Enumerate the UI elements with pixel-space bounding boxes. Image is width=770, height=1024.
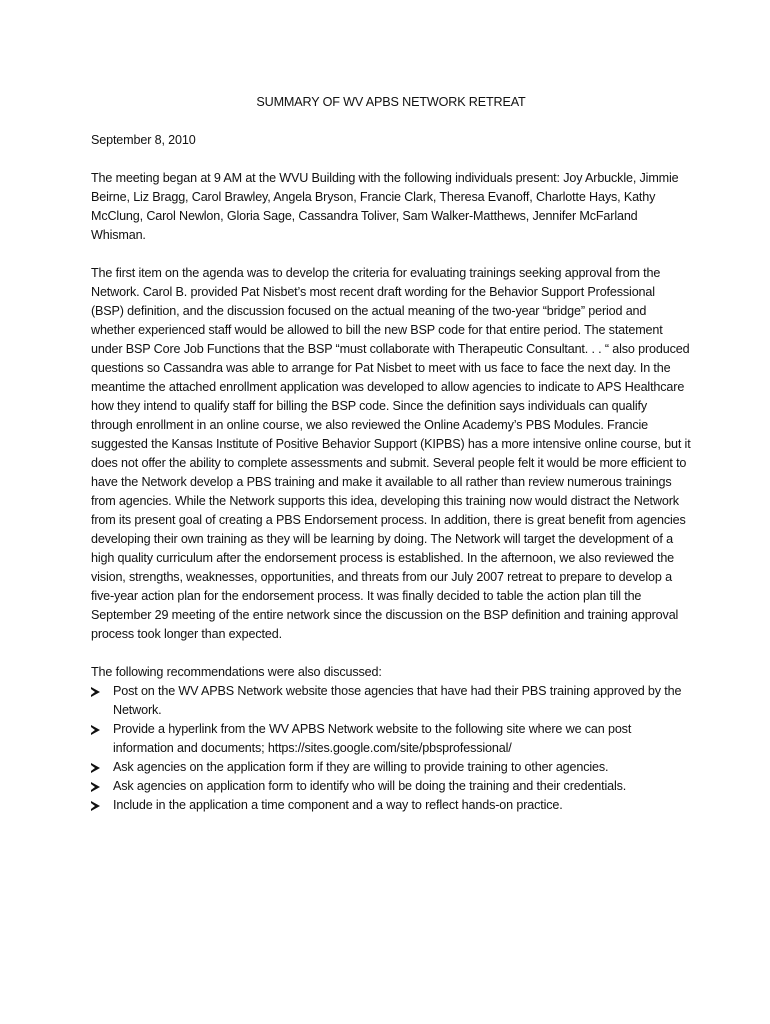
recommendation-text: Ask agencies on the application form if they are willing to provide training to other agencies. (113, 760, 609, 774)
recommendation-text: Include in the application a time component and a way to reflect hands-on practice. (113, 798, 563, 812)
meeting-date: September 8, 2010 (91, 133, 196, 147)
recommendation-text: Ask agencies on application form to identify who will be doing the training and their credentials. (113, 779, 627, 793)
arrow-bullet-icon (91, 801, 100, 811)
document-title: SUMMARY OF WV APBS NETWORK RETREAT (256, 95, 526, 109)
attendance-paragraph: The meeting began at 9 AM at the WVU Building with the following individuals present: Joy Arbuckle, Jimmie Beirne, Liz Bragg, Carol Brawley, Angela Bryson, Francie Clark, Theresa Evanoff, Charlotte Hays, Kathy McClung, Carol Newlon, Gloria Sage, Cassandra Toliver, Sam Walker-Matthews, Jennifer McFarland Whisman. (91, 171, 679, 242)
list-item (91, 720, 691, 758)
list-item (91, 796, 691, 815)
recommendations-list (91, 682, 691, 815)
arrow-bullet-icon (91, 725, 100, 735)
main-paragraph: The first item on the agenda was to develop the criteria for evaluating trainings seeking approval from the Network. Carol B. provided Pat Nisbet’s most recent draft wording for the Behavior Support Professional (BSP) definition, and the discussion focused on the actual meaning of the two-year “bridge” period and whether experienced staff would be allowed to bill the new BSP code for that entire period. The statement under BSP Core Job Functions that the BSP “must collaborate with Therapeutic Consultant. . . “ also produced questions so Cassandra was able to arrange for Pat Nisbet to meet with us face to face the next day. In the meantime the attached enrollment application was developed to allow agencies to indicate to APS Healthcare how they intend to qualify staff for billing the BSP code. Since the definition says individuals can qualify through enrollment in an online course, we also reviewed the Online Academy’s PBS Modules. Francie suggested the Kansas Institute of Positive Behavior Support (KIPBS) has a more intensive online course, but it does not offer the ability to complete assessments and submit. Several people felt it would be more efficient to have the Network develop a PBS training and make it available to all rather than review numerous trainings from agencies. While the Network supports this idea, developing this training now would distract the Network from its present goal of creating a PBS Endorsement process. In addition, there is great benefit from agencies developing their own training as they will be learning by doing. The Network will target the development of a high quality curriculum after the endorsement process is established. In the afternoon, we also reviewed the vision, strengths, weaknesses, opportunities, and threats from our July 2007 retreat to prepare to develop a five-year action plan for the endorsement process. It was finally decided to table the action plan till the September 29 meeting of the entire network since the discussion on the BSP definition and training approval process took longer than expected. (91, 266, 691, 641)
document-page (91, 93, 691, 815)
arrow-bullet-icon (91, 763, 100, 773)
list-item (91, 682, 691, 720)
recommendations-intro: The following recommendations were also discussed: (91, 665, 382, 679)
arrow-bullet-icon (91, 782, 100, 792)
arrow-bullet-icon (91, 687, 100, 697)
recommendation-text: Provide a hyperlink from the WV APBS Network website to the following site where we can post information and documents; https://sites.google.com/site/pbsprofessional/ (113, 722, 632, 755)
list-item (91, 758, 691, 777)
list-item (91, 777, 691, 796)
recommendation-text: Post on the WV APBS Network website those agencies that have had their PBS training approved by the Network. (113, 684, 682, 717)
